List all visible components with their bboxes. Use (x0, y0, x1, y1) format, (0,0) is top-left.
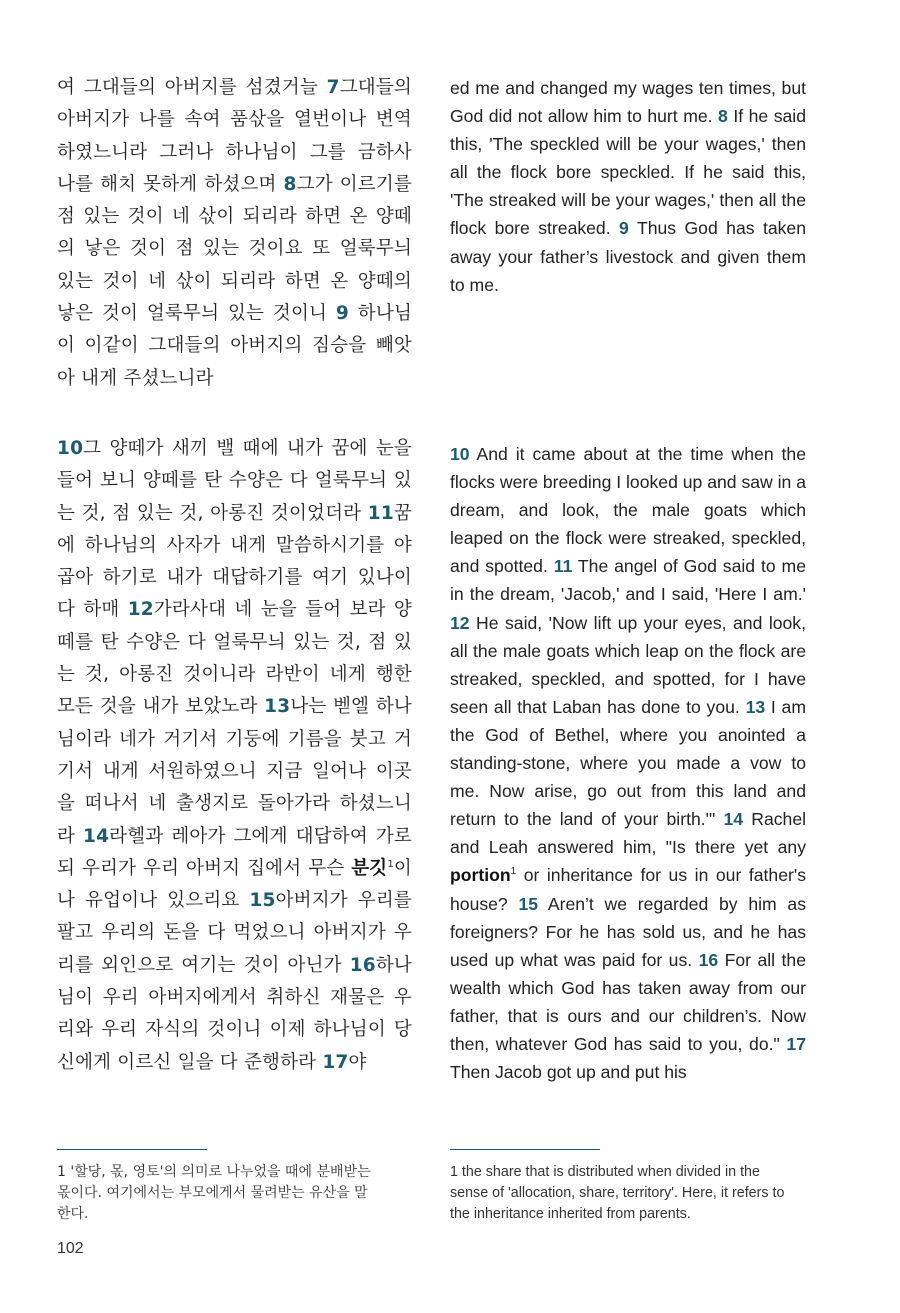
verse-number: 15 (518, 893, 539, 914)
verse-number: 10 (57, 438, 84, 459)
korean-footnote: 1 '할당, 몫, 영토'의 의미로 나누었을 때에 분배받는 몫이다. 여기에서는 부모에게서 물려받는 유산을 말한다. (57, 1164, 371, 1222)
bold-term: 분깃 (351, 857, 388, 879)
verse-number: 7 (326, 77, 340, 98)
verse-number: 12 (450, 612, 470, 633)
verse-number: 16 (698, 949, 719, 970)
english-passage-1: ed me and changed my wages ten times, but God did not allow him to hurt me. 8 If he said this, 'The speckled will be your wages,' then all the flock bore speckled. If he said this, 'The streaked will be your wages,' then all the flock bore streaked. 9 Thus God has taken away your father’s livestock and given them to me. (450, 78, 807, 295)
verse-number: 17 (322, 1051, 349, 1073)
footnote-marker: 1 (510, 866, 517, 878)
verse-number: 8 (718, 106, 728, 127)
verse-number: 15 (249, 890, 276, 912)
verse-number: 13 (745, 696, 766, 717)
verse-number: 11 (367, 502, 394, 524)
verse-number: 11 (553, 556, 573, 577)
verse-number: 12 (127, 599, 154, 621)
verse-number: 14 (723, 809, 744, 830)
verse-number: 9 (335, 303, 349, 325)
page-number: 102 (57, 1240, 84, 1257)
english-passage-2: 10 And it came about at the time when the flocks were breeding I looked up and saw in a dream, and look, the male goats which leaped on the flock were streaked, speckled, and spotted. 11 The angel of God said to me in the dream, 'Jacob,' and I said, 'Here I am.' 12 He said, 'Now lift up your eyes, and look, all the male goats which leap on the flock are streaked, speckled, and spotted, for I have seen all that Laban has done to you. 13 I am the God of Bethel, where you anointed a standing-stone, where you made a vow to me. Now arise, go out from this land and return to the land of your birth.'" 14 Rachel and Leah answered him, "Is there yet any portion$^1$ or inheritance for us in our father's house? 15 Aren’t we regarded by him as foreigners? For he has sold us, and he has used up what was paid for us. 16 For all the wealth which God has taken away from our father, that is ours and our children’s. Now then, whatever God has said to you, do." 17 Then Jacob got up and put his (450, 444, 807, 1083)
english-footnote: 1 the share that is distributed when divided in the sense of 'allocation, share, territory'. Here, it refers to the inheritance inherited from parents. (450, 1164, 785, 1222)
verse-number: 9 (619, 218, 629, 239)
korean-passage-1: 여 그대들의 아버지를 섬겼거늘 7그대들의 아버지가 나를 속여 품삯을 열번이나 변역하였느니라 그러나 하나님이 그를 금하사 나를 해치 못하게 하셨으며 8그가 이르기를 점 있는 것이 네 삯이 되리라 하면 온 양떼의 낳은 것이 점 있는 것이요 또 얼룩무늬 있는 것이 네 삯이 되리라 하면 온 양떼의 낳은 것이 얼룩무늬 있는 것이니 9 하나님이 이같이 그대들의 아버지의 짐승을 빼앗아 내게 주셨느니라 (57, 77, 413, 389)
verse-number: 17 (786, 1033, 806, 1054)
verse-number: 10 (450, 444, 470, 464)
korean-passage-2: 10그 양떼가 새끼 밸 때에 내가 꿈에 눈을 들어 보니 양떼를 탄 수양은 다 얼룩무늬 있는 것, 점 있는 것, 아롱진 것이었더라 11꿈에 하나님의 사자가 내게 말씀하시기를 야곱아 하기로 내가 대답하기를 여기 있나이다 하매 12가라사대 네 눈을 들어 보라 양떼를 탄 수양은 다 얼룩무늬 있는 것, 점 있는 것, 아롱진 것이니라 라반이 네게 행한 모든 것을 내가 보았노라 13나는 벧엘 하나님이라 네가 거기서 기둥에 기름을 붓고 거기서 내게 서원하였으니 지금 일어나 이곳을 떠나서 네 출생지로 돌아가라 하셨느니라 14라헬과 레아가 그에게 대답하여 가로되 우리가 우리 아버지 집에서 무슨 분깃$^1$이나 유업이나 있으리요 15아버지가 우리를 팔고 우리의 돈을 다 먹었으니 아버지가 우리를 외인으로 여기는 것이 아닌가 16하나님이 우리 아버지에게서 취하신 재물은 우리와 우리 자식의 것이니 이제 하나님이 당신에게 이르신 일을 다 준행하라 17야 (57, 438, 412, 1073)
footnote-rule (450, 1149, 600, 1150)
footnote-marker: 1 (387, 858, 394, 870)
verse-number: 8 (283, 173, 297, 195)
verse-number: 16 (349, 954, 376, 976)
verse-number: 14 (83, 825, 110, 847)
footnote-rule (57, 1149, 207, 1150)
bold-term: portion (450, 865, 511, 886)
verse-number: 13 (264, 696, 291, 718)
